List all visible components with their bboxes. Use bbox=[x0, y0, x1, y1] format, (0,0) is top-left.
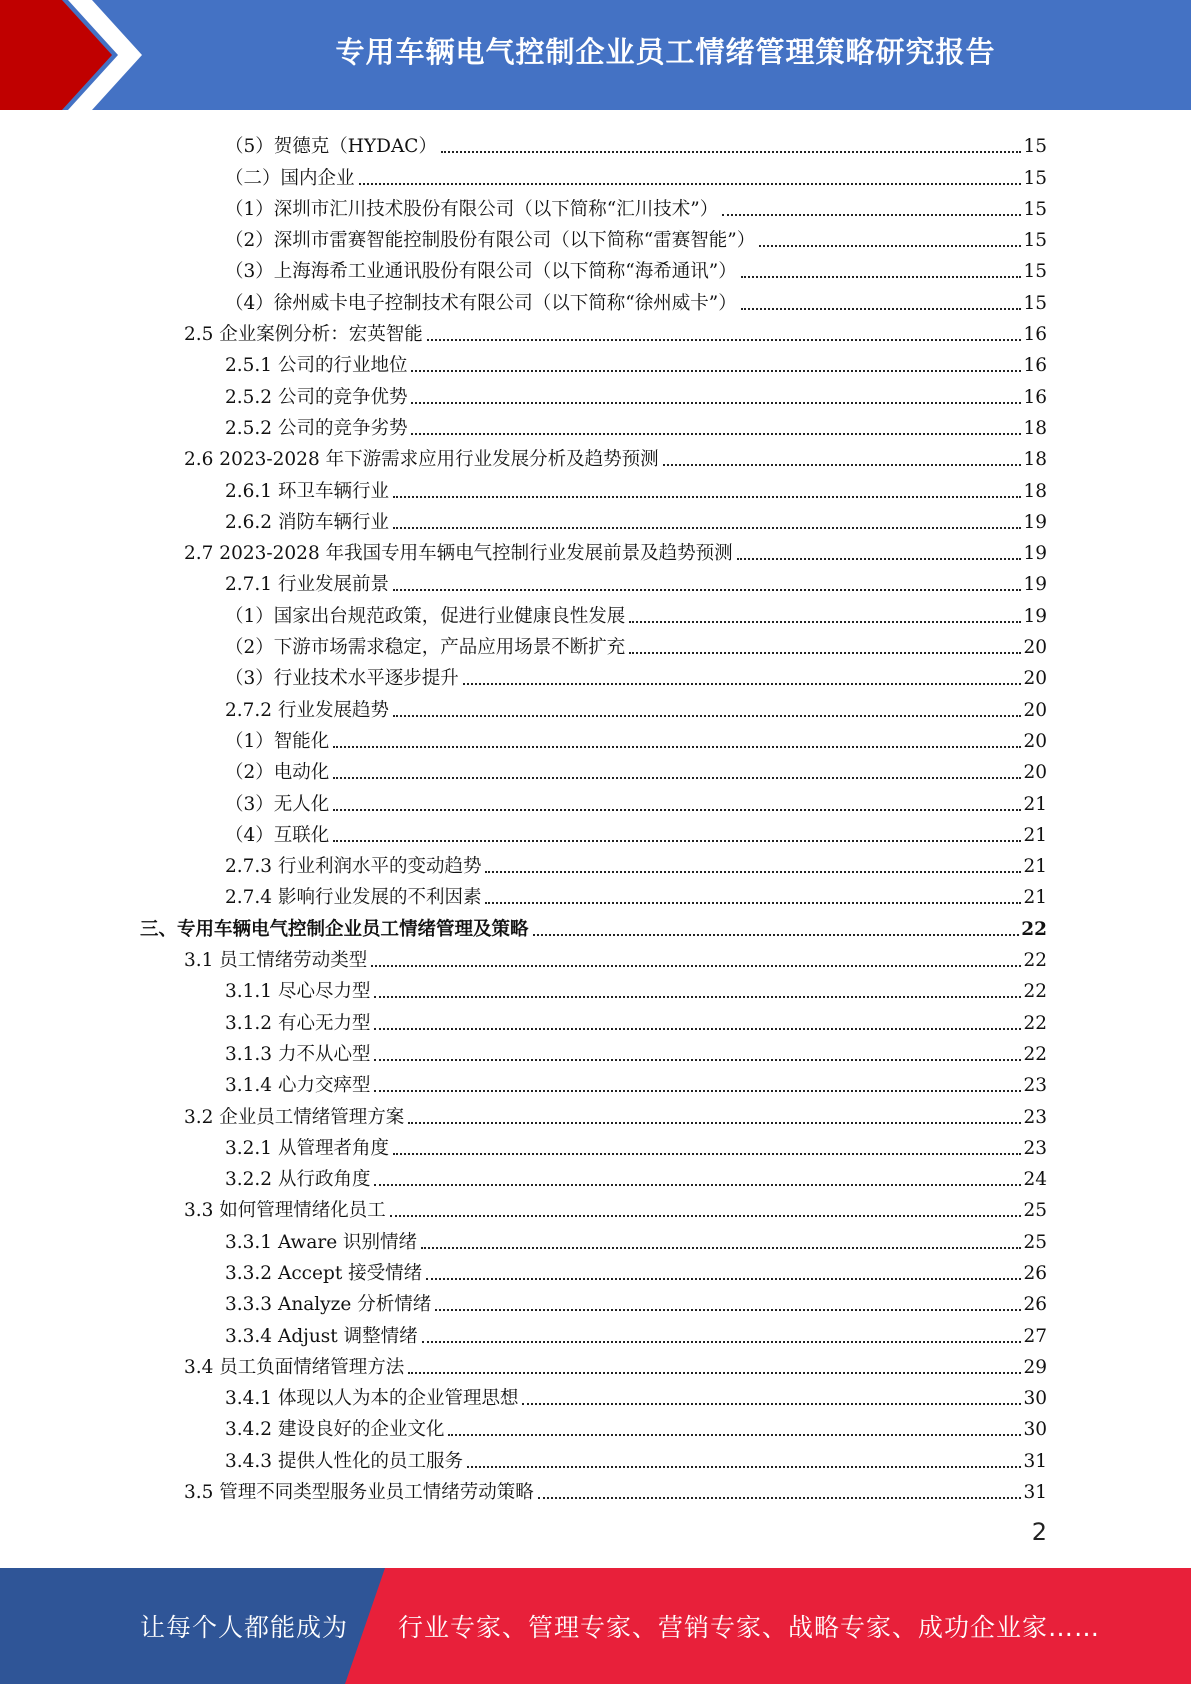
toc-entry[interactable] bbox=[0, 566, 1191, 597]
toc-entry-title: （5）贺德克（HYDAC） bbox=[225, 136, 437, 158]
toc-entry-title: （4）互联化 bbox=[225, 824, 330, 846]
toc-entry-title: 2.5 企业案例分析：宏英智能 bbox=[184, 324, 423, 346]
toc-dot-leader bbox=[393, 715, 1021, 717]
toc-entry-title: 3.3.1 Aware 识别情绪 bbox=[225, 1231, 418, 1253]
footer-slogan-left: 让每个人都能成为 bbox=[140, 1613, 349, 1642]
toc-entry-page: 22 bbox=[1023, 950, 1047, 972]
toc-entry-page: 31 bbox=[1023, 1482, 1047, 1504]
toc-entry-title: 3.5 管理不同类型服务业员工情绪劳动策略 bbox=[184, 1482, 534, 1504]
toc-entry-page: 22 bbox=[1023, 1012, 1047, 1034]
toc-entry[interactable] bbox=[0, 441, 1191, 472]
toc-entry[interactable] bbox=[0, 347, 1191, 378]
toc-entry[interactable] bbox=[0, 1255, 1191, 1286]
toc-entry[interactable] bbox=[0, 1036, 1191, 1067]
report-header bbox=[0, 0, 1191, 110]
toc-entry-title: 3.1.3 力不从心型 bbox=[225, 1043, 371, 1065]
toc-entry-page: 18 bbox=[1023, 449, 1047, 471]
toc-entry-title: （4）徐州威卡电子控制技术有限公司（以下简称“徐州威卡”） bbox=[225, 292, 737, 314]
toc-entry-page: 19 bbox=[1023, 574, 1047, 596]
toc-entry-title: 2.5.1 公司的行业地位 bbox=[225, 355, 408, 377]
toc-dot-leader bbox=[759, 245, 1021, 247]
toc-entry[interactable] bbox=[0, 191, 1191, 222]
toc-dot-leader bbox=[533, 934, 1020, 936]
toc-entry[interactable] bbox=[0, 504, 1191, 535]
toc-entry-title: 3.1 员工情绪劳动类型 bbox=[184, 950, 368, 972]
toc-entry-title: （3）无人化 bbox=[225, 793, 330, 815]
toc-dot-leader bbox=[374, 1028, 1021, 1030]
toc-entry-title: 3.2 企业员工情绪管理方案 bbox=[184, 1106, 405, 1128]
toc-entry[interactable] bbox=[0, 942, 1191, 973]
toc-entry-title: 3.4.2 建设良好的企业文化 bbox=[225, 1419, 445, 1441]
toc-entry-title: （2）电动化 bbox=[225, 762, 330, 784]
toc-entry-page: 16 bbox=[1023, 324, 1047, 346]
toc-entry-page: 21 bbox=[1023, 887, 1047, 909]
toc-entry[interactable] bbox=[0, 1192, 1191, 1223]
toc-entry-page: 16 bbox=[1023, 355, 1047, 377]
toc-dot-leader bbox=[371, 965, 1021, 967]
toc-dot-leader bbox=[390, 1215, 1022, 1217]
toc-entry-page: 15 bbox=[1023, 292, 1047, 314]
toc-entry[interactable] bbox=[0, 1411, 1191, 1442]
toc-entry[interactable] bbox=[0, 754, 1191, 785]
toc-entry[interactable] bbox=[0, 1098, 1191, 1129]
toc-entry-page: 20 bbox=[1023, 730, 1047, 752]
toc-entry-page: 20 bbox=[1023, 668, 1047, 690]
toc-entry-page: 21 bbox=[1023, 824, 1047, 846]
toc-entry[interactable] bbox=[0, 159, 1191, 190]
toc-dot-leader bbox=[359, 183, 1022, 185]
toc-entry-title: （1）智能化 bbox=[225, 730, 330, 752]
toc-entry[interactable] bbox=[0, 973, 1191, 1004]
toc-entry[interactable] bbox=[0, 378, 1191, 409]
toc-dot-leader bbox=[408, 1372, 1021, 1374]
toc-entry-title: 3.3.4 Adjust 调整情绪 bbox=[225, 1325, 418, 1347]
toc-entry-page: 15 bbox=[1023, 261, 1047, 283]
toc-entry[interactable] bbox=[0, 410, 1191, 441]
toc-entry[interactable] bbox=[0, 316, 1191, 347]
toc-entry[interactable] bbox=[0, 284, 1191, 315]
toc-entry-title: 3.3.2 Accept 接受情绪 bbox=[225, 1262, 423, 1284]
toc-entry-page: 26 bbox=[1023, 1294, 1047, 1316]
toc-entry-title: 3.1.2 有心无力型 bbox=[225, 1012, 371, 1034]
toc-dot-leader bbox=[629, 621, 1021, 623]
toc-entry-page: 26 bbox=[1023, 1262, 1047, 1284]
toc-dot-leader bbox=[663, 464, 1022, 466]
toc-entry-title: 3.2.2 从行政角度 bbox=[225, 1169, 371, 1191]
toc-entry-title: 3.4.3 提供人性化的员工服务 bbox=[225, 1450, 463, 1472]
toc-dot-leader bbox=[411, 370, 1021, 372]
toc-entry[interactable] bbox=[0, 222, 1191, 253]
toc-entry[interactable] bbox=[0, 1474, 1191, 1505]
toc-entry-page: 24 bbox=[1023, 1169, 1047, 1191]
toc-entry-title: （二）国内企业 bbox=[225, 167, 355, 189]
toc-entry[interactable] bbox=[0, 1067, 1191, 1098]
toc-dot-leader bbox=[629, 652, 1021, 654]
toc-entry-page: 20 bbox=[1023, 762, 1047, 784]
toc-entry[interactable] bbox=[0, 1317, 1191, 1348]
toc-entry-title: （2）深圳市雷赛智能控制股份有限公司（以下简称“雷赛智能”） bbox=[225, 230, 756, 252]
toc-dot-leader bbox=[411, 402, 1021, 404]
toc-entry-title: 3.3 如何管理情绪化员工 bbox=[184, 1200, 386, 1222]
page-number: 2 bbox=[1031, 1518, 1047, 1546]
toc-dot-leader bbox=[737, 558, 1022, 560]
toc-entry-title: 2.6.1 环卫车辆行业 bbox=[225, 480, 389, 502]
toc-entry-title: （3）上海海希工业通讯股份有限公司（以下简称“海希通讯”） bbox=[225, 261, 737, 283]
toc-entry-page: 15 bbox=[1023, 198, 1047, 220]
toc-entry-title: （3）行业技术水平逐步提升 bbox=[225, 668, 459, 690]
toc-entry[interactable] bbox=[0, 660, 1191, 691]
toc-dot-leader bbox=[393, 496, 1021, 498]
toc-entry-title: 3.3.3 Analyze 分析情绪 bbox=[225, 1294, 432, 1316]
toc-entry-title: 2.7.4 影响行业发展的不利因素 bbox=[225, 887, 482, 909]
toc-entry[interactable] bbox=[0, 1380, 1191, 1411]
toc-entry[interactable] bbox=[0, 253, 1191, 284]
toc-dot-leader bbox=[374, 996, 1021, 998]
footer-banner bbox=[0, 1568, 1191, 1684]
toc-entry-page: 25 bbox=[1023, 1200, 1047, 1222]
toc-entry[interactable] bbox=[0, 691, 1191, 722]
toc-entry-page: 19 bbox=[1023, 543, 1047, 565]
toc-entry-page: 15 bbox=[1023, 136, 1047, 158]
toc-entry-title: 2.6.2 消防车辆行业 bbox=[225, 511, 389, 533]
toc-entry[interactable] bbox=[0, 817, 1191, 848]
toc-entry-page: 20 bbox=[1023, 699, 1047, 721]
toc-entry-page: 18 bbox=[1023, 480, 1047, 502]
toc-entry-page: 25 bbox=[1023, 1231, 1047, 1253]
toc-dot-leader bbox=[467, 1466, 1021, 1468]
toc-entry-page: 15 bbox=[1023, 230, 1047, 252]
toc-dot-leader bbox=[427, 339, 1022, 341]
toc-entry-page: 31 bbox=[1023, 1450, 1047, 1472]
toc-entry[interactable] bbox=[0, 910, 1191, 941]
toc-dot-leader bbox=[393, 527, 1021, 529]
toc-entry[interactable] bbox=[0, 1130, 1191, 1161]
toc-dot-leader bbox=[448, 1434, 1021, 1436]
toc-entry-title: 2.6 2023-2028 年下游需求应用行业发展分析及趋势预测 bbox=[184, 449, 659, 471]
toc-dot-leader bbox=[422, 1341, 1022, 1343]
toc-dot-leader bbox=[408, 1122, 1021, 1124]
toc-entry[interactable] bbox=[0, 848, 1191, 879]
toc-entry-title: 2.5.2 公司的竞争优势 bbox=[225, 386, 408, 408]
toc-entry-title: （1）深圳市汇川技术股份有限公司（以下简称“汇川技术”） bbox=[225, 198, 719, 220]
toc-entry-title: 2.7.2 行业发展趋势 bbox=[225, 699, 389, 721]
toc-entry-title: 3.4 员工负面情绪管理方法 bbox=[184, 1356, 405, 1378]
toc-entry-title: 2.7.3 行业利润水平的变动趋势 bbox=[225, 856, 482, 878]
toc-entry-page: 19 bbox=[1023, 511, 1047, 533]
toc-entry-page: 20 bbox=[1023, 637, 1047, 659]
toc-entry-title: 3.1.4 心力交瘁型 bbox=[225, 1075, 371, 1097]
toc-entry-page: 30 bbox=[1023, 1388, 1047, 1410]
toc-entry[interactable] bbox=[0, 1161, 1191, 1192]
toc-entry-page: 27 bbox=[1023, 1325, 1047, 1347]
toc-entry-page: 29 bbox=[1023, 1356, 1047, 1378]
toc-dot-leader bbox=[741, 276, 1022, 278]
report-title: 专用车辆电气控制企业员工情绪管理策略研究报告 bbox=[335, 34, 996, 69]
toc-dot-leader bbox=[485, 902, 1021, 904]
toc-entry-page: 23 bbox=[1023, 1075, 1047, 1097]
toc-entry[interactable] bbox=[0, 597, 1191, 628]
toc-entry-title: （2）下游市场需求稳定，产品应用场景不断扩充 bbox=[225, 637, 626, 659]
toc-entry-title: 3.2.1 从管理者角度 bbox=[225, 1137, 389, 1159]
toc-dot-leader bbox=[722, 214, 1021, 216]
toc-dot-leader bbox=[421, 1247, 1021, 1249]
toc-entry[interactable] bbox=[0, 723, 1191, 754]
toc-dot-leader bbox=[426, 1278, 1021, 1280]
toc-entry-page: 15 bbox=[1023, 167, 1047, 189]
toc-dot-leader bbox=[435, 1309, 1021, 1311]
toc-dot-leader bbox=[485, 871, 1021, 873]
toc-entry[interactable] bbox=[0, 629, 1191, 660]
toc-entry-title: 2.7.1 行业发展前景 bbox=[225, 574, 389, 596]
toc-entry-page: 21 bbox=[1023, 856, 1047, 878]
toc-entry[interactable] bbox=[0, 535, 1191, 566]
toc-entry-page: 22 bbox=[1023, 1043, 1047, 1065]
toc-dot-leader bbox=[522, 1403, 1021, 1405]
toc-entry-title: 2.7 2023-2028 年我国专用车辆电气控制行业发展前景及趋势预测 bbox=[184, 543, 733, 565]
toc-entry[interactable] bbox=[0, 1004, 1191, 1035]
toc-entry[interactable] bbox=[0, 1223, 1191, 1254]
toc-entry[interactable] bbox=[0, 785, 1191, 816]
toc-entry[interactable] bbox=[0, 1286, 1191, 1317]
toc-dot-leader bbox=[333, 777, 1021, 779]
toc-entry-title: 3.4.1 体现以人为本的企业管理思想 bbox=[225, 1388, 519, 1410]
toc-dot-leader bbox=[411, 433, 1021, 435]
toc-dot-leader bbox=[333, 809, 1021, 811]
toc-entry-title: 3.1.1 尽心尽力型 bbox=[225, 981, 371, 1003]
toc-dot-leader bbox=[393, 1153, 1021, 1155]
header-chevron-icon bbox=[0, 0, 160, 110]
table-of-contents bbox=[0, 128, 1191, 1505]
toc-entry[interactable] bbox=[0, 1349, 1191, 1380]
toc-entry-page: 18 bbox=[1023, 417, 1047, 439]
footer-slogan-right: 行业专家、管理专家、营销专家、战略专家、成功企业家…… bbox=[398, 1613, 1101, 1642]
toc-dot-leader bbox=[333, 746, 1021, 748]
toc-entry-page: 22 bbox=[1023, 981, 1047, 1003]
toc-entry-page: 16 bbox=[1023, 386, 1047, 408]
toc-dot-leader bbox=[374, 1059, 1021, 1061]
toc-dot-leader bbox=[463, 683, 1022, 685]
toc-entry[interactable] bbox=[0, 472, 1191, 503]
toc-entry-page: 23 bbox=[1023, 1137, 1047, 1159]
toc-entry-page: 19 bbox=[1023, 605, 1047, 627]
toc-entry-page: 22 bbox=[1021, 918, 1047, 940]
toc-dot-leader bbox=[393, 589, 1021, 591]
toc-entry-title: 三、专用车辆电气控制企业员工情绪管理及策略 bbox=[140, 918, 529, 940]
toc-dot-leader bbox=[333, 840, 1021, 842]
toc-dot-leader bbox=[741, 308, 1022, 310]
toc-entry[interactable] bbox=[0, 128, 1191, 159]
toc-entry[interactable] bbox=[0, 1442, 1191, 1473]
toc-entry-page: 21 bbox=[1023, 793, 1047, 815]
toc-entry-title: 2.5.2 公司的竞争劣势 bbox=[225, 417, 408, 439]
toc-entry[interactable] bbox=[0, 879, 1191, 910]
toc-entry-title: （1）国家出台规范政策，促进行业健康良性发展 bbox=[225, 605, 626, 627]
toc-dot-leader bbox=[441, 151, 1021, 153]
toc-dot-leader bbox=[538, 1497, 1022, 1499]
toc-dot-leader bbox=[374, 1184, 1021, 1186]
toc-dot-leader bbox=[374, 1090, 1021, 1092]
toc-entry-page: 30 bbox=[1023, 1419, 1047, 1441]
toc-entry-page: 23 bbox=[1023, 1106, 1047, 1128]
